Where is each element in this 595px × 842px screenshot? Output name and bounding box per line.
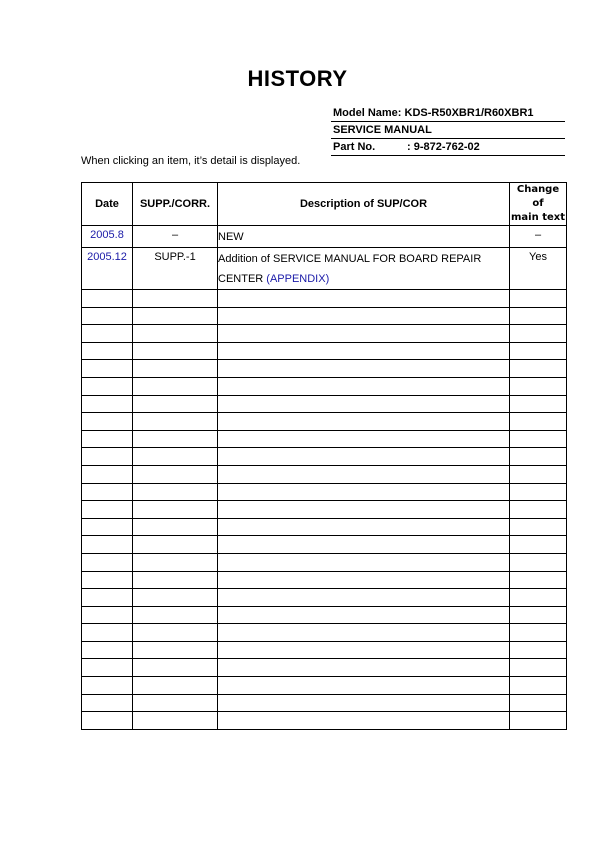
- document-meta: [331, 105, 565, 156]
- empty-cell: [133, 624, 218, 642]
- empty-cell: [510, 307, 567, 325]
- empty-cell: [218, 641, 510, 659]
- empty-cell: [510, 290, 567, 308]
- empty-cell: [218, 589, 510, 607]
- table-row[interactable]: [82, 226, 567, 248]
- empty-cell: [82, 448, 133, 466]
- empty-cell: [133, 659, 218, 677]
- empty-cell: [218, 377, 510, 395]
- empty-cell: [218, 448, 510, 466]
- empty-table-row: [82, 413, 567, 431]
- empty-cell: [218, 571, 510, 589]
- empty-cell: [510, 536, 567, 554]
- empty-cell: [218, 518, 510, 536]
- empty-cell: [133, 360, 218, 378]
- empty-cell: [218, 624, 510, 642]
- supp-column-header: SUPP./CORR.: [133, 183, 218, 226]
- empty-cell: [82, 553, 133, 571]
- row-description: [218, 248, 510, 290]
- empty-table-row: [82, 483, 567, 501]
- empty-cell: [218, 342, 510, 360]
- history-table: [81, 182, 567, 730]
- empty-cell: [133, 677, 218, 695]
- empty-cell: [510, 325, 567, 343]
- row-supp: –: [133, 226, 218, 248]
- empty-table-row: [82, 553, 567, 571]
- model-name-colon: :: [397, 107, 405, 119]
- empty-cell: [133, 413, 218, 431]
- empty-cell: [82, 377, 133, 395]
- empty-cell: [218, 325, 510, 343]
- empty-cell: [82, 360, 133, 378]
- empty-cell: [133, 430, 218, 448]
- change-column-header: [510, 183, 567, 226]
- empty-cell: [510, 589, 567, 607]
- empty-cell: [133, 518, 218, 536]
- manual-type: SERVICE MANUAL: [333, 124, 432, 136]
- empty-cell: [218, 483, 510, 501]
- empty-cell: [133, 606, 218, 624]
- empty-cell: [133, 694, 218, 712]
- empty-table-row: [82, 571, 567, 589]
- empty-cell: [133, 536, 218, 554]
- empty-cell: [510, 501, 567, 519]
- empty-cell: [218, 712, 510, 730]
- empty-cell: [510, 518, 567, 536]
- empty-cell: [82, 571, 133, 589]
- empty-table-row: [82, 448, 567, 466]
- empty-cell: [82, 413, 133, 431]
- empty-cell: [510, 677, 567, 695]
- description-column-header: Description of SUP/COR: [218, 183, 510, 226]
- empty-cell: [82, 430, 133, 448]
- model-name-label: Model Name: [333, 107, 398, 119]
- empty-table-row: [82, 290, 567, 308]
- instruction-note: When clicking an item, it’s detail is displayed.: [81, 155, 301, 167]
- empty-cell: [82, 641, 133, 659]
- row-change: Yes: [510, 248, 567, 290]
- empty-cell: [133, 307, 218, 325]
- empty-table-row: [82, 307, 567, 325]
- date-column-header: Date: [82, 183, 133, 226]
- empty-cell: [510, 712, 567, 730]
- empty-table-row: [82, 659, 567, 677]
- empty-table-row: [82, 430, 567, 448]
- empty-cell: [218, 395, 510, 413]
- empty-cell: [133, 483, 218, 501]
- empty-table-row: [82, 360, 567, 378]
- row-supp: SUPP.-1: [133, 248, 218, 290]
- part-number-label: Part No.: [333, 141, 376, 153]
- empty-cell: [218, 659, 510, 677]
- empty-cell: [133, 325, 218, 343]
- row-description-text: Addition of SERVICE MANUAL FOR BOARD REPAIR CENTER: [218, 253, 482, 285]
- empty-cell: [82, 483, 133, 501]
- empty-cell: [510, 606, 567, 624]
- empty-table-row: [82, 589, 567, 607]
- empty-cell: [218, 677, 510, 695]
- empty-table-row: [82, 501, 567, 519]
- empty-table-row: [82, 325, 567, 343]
- empty-cell: [133, 712, 218, 730]
- empty-cell: [82, 677, 133, 695]
- part-number-value: : 9-872-762-02: [407, 141, 480, 153]
- empty-cell: [82, 624, 133, 642]
- empty-cell: [82, 694, 133, 712]
- empty-table-row: [82, 606, 567, 624]
- row-change: –: [510, 226, 567, 248]
- empty-cell: [133, 571, 218, 589]
- empty-cell: [133, 290, 218, 308]
- empty-cell: [510, 659, 567, 677]
- empty-table-row: [82, 677, 567, 695]
- appendix-link[interactable]: (APPENDIX): [266, 273, 330, 285]
- empty-cell: [82, 325, 133, 343]
- empty-cell: [510, 694, 567, 712]
- empty-table-row: [82, 465, 567, 483]
- empty-cell: [133, 465, 218, 483]
- manual-type-row: [331, 122, 565, 139]
- empty-table-row: [82, 712, 567, 730]
- empty-cell: [510, 624, 567, 642]
- empty-cell: [218, 694, 510, 712]
- empty-cell: [218, 606, 510, 624]
- empty-cell: [510, 465, 567, 483]
- empty-table-row: [82, 624, 567, 642]
- empty-cell: [133, 589, 218, 607]
- empty-table-row: [82, 641, 567, 659]
- empty-table-row: [82, 536, 567, 554]
- row-description-text: NEW: [218, 231, 244, 243]
- empty-cell: [510, 360, 567, 378]
- empty-cell: [510, 430, 567, 448]
- empty-cell: [133, 342, 218, 360]
- empty-cell: [510, 448, 567, 466]
- empty-cell: [510, 413, 567, 431]
- empty-cell: [82, 659, 133, 677]
- empty-cell: [82, 589, 133, 607]
- empty-cell: [133, 395, 218, 413]
- empty-cell: [82, 290, 133, 308]
- empty-cell: [218, 536, 510, 554]
- empty-cell: [82, 712, 133, 730]
- empty-cell: [218, 465, 510, 483]
- empty-cell: [133, 553, 218, 571]
- table-header-row: [82, 183, 567, 226]
- model-name-value: KDS-R50XBR1/R60XBR1: [404, 107, 534, 119]
- empty-cell: [218, 553, 510, 571]
- empty-cell: [510, 553, 567, 571]
- empty-cell: [82, 342, 133, 360]
- change-header-line2: main text: [511, 212, 565, 223]
- empty-cell: [218, 307, 510, 325]
- empty-cell: [133, 641, 218, 659]
- empty-table-row: [82, 377, 567, 395]
- empty-table-row: [82, 342, 567, 360]
- empty-cell: [82, 518, 133, 536]
- page-title: HISTORY: [247, 66, 348, 91]
- empty-cell: [510, 395, 567, 413]
- empty-cell: [510, 641, 567, 659]
- empty-table-row: [82, 395, 567, 413]
- empty-cell: [133, 501, 218, 519]
- empty-cell: [510, 571, 567, 589]
- row-date-link[interactable]: 2005.8: [82, 226, 133, 248]
- part-number-row: [331, 139, 565, 156]
- empty-cell: [510, 342, 567, 360]
- empty-cell: [133, 448, 218, 466]
- model-name-row: [331, 105, 565, 122]
- empty-table-row: [82, 694, 567, 712]
- empty-cell: [218, 360, 510, 378]
- empty-cell: [218, 430, 510, 448]
- empty-cell: [218, 290, 510, 308]
- empty-cell: [82, 307, 133, 325]
- empty-cell: [133, 377, 218, 395]
- empty-cell: [510, 483, 567, 501]
- empty-cell: [510, 377, 567, 395]
- empty-cell: [82, 536, 133, 554]
- empty-cell: [218, 501, 510, 519]
- empty-cell: [82, 501, 133, 519]
- row-description: [218, 226, 510, 248]
- empty-cell: [82, 465, 133, 483]
- empty-cell: [82, 606, 133, 624]
- table-row[interactable]: [82, 248, 567, 290]
- empty-cell: [218, 413, 510, 431]
- row-date-link[interactable]: 2005.12: [82, 248, 133, 290]
- empty-table-row: [82, 518, 567, 536]
- change-header-line1: Change of: [516, 184, 560, 209]
- empty-cell: [82, 395, 133, 413]
